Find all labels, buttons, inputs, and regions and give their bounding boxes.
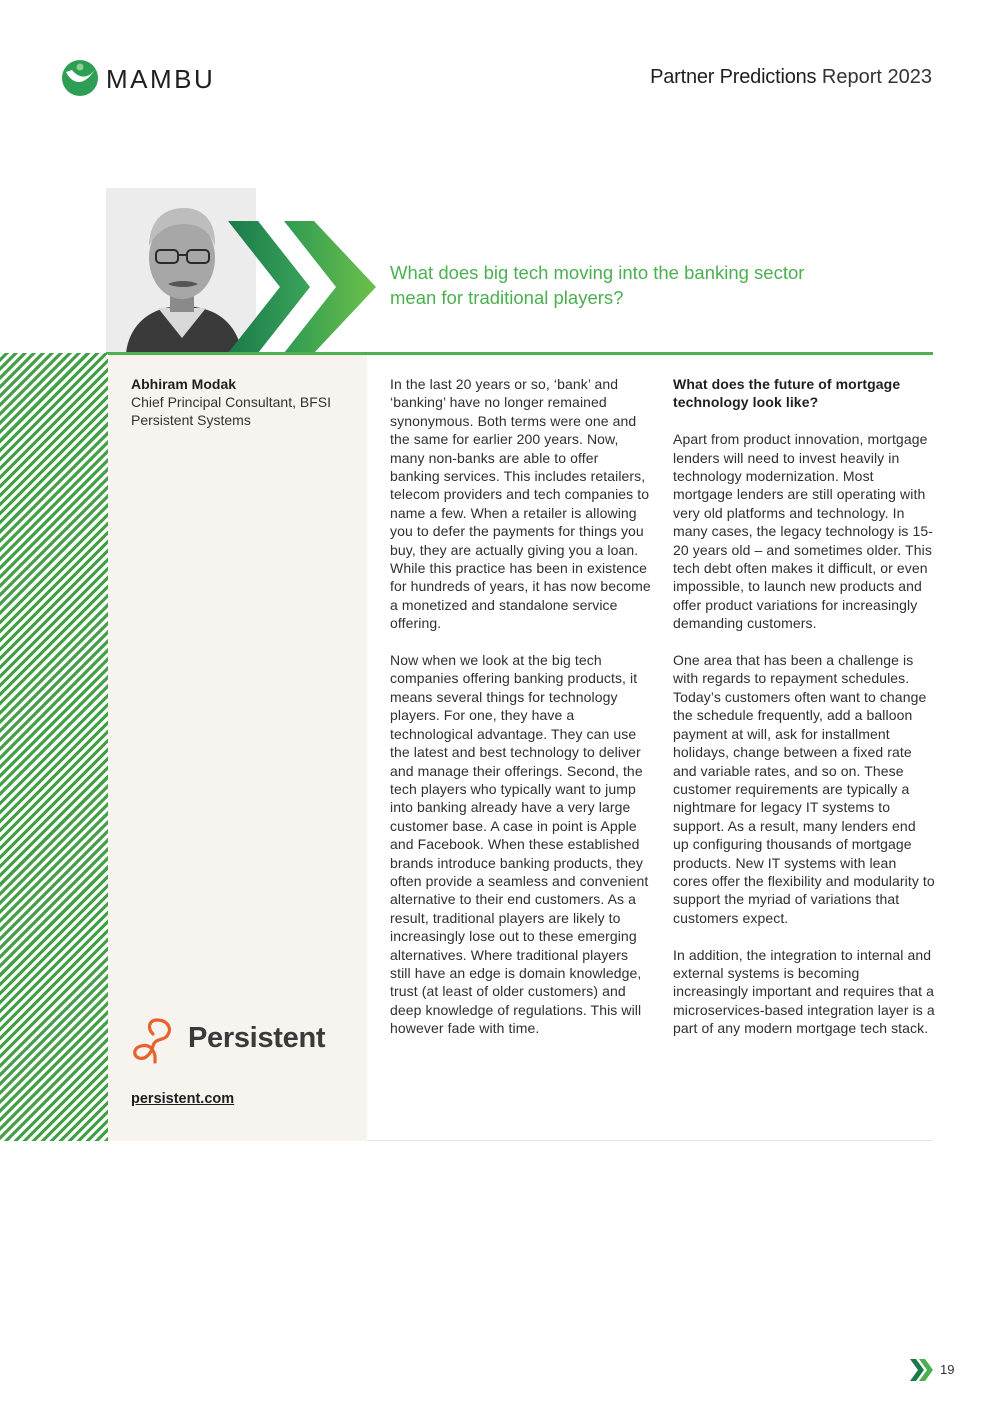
- article-paragraph: In the last 20 years or so, ‘bank’ and ‘banking’ have no longer remained synonymous. Both terms were one and the same for earlier 200 years. Now, many non-banks are able to offer banking services. This includes retailers, telecom providers and tech companies to name a few. When a retailer is allowing you to defer the payments for things you buy, they are actually giving you a loan. While this practice has been in existence for hundreds of years, it has now become a monetized and standalone service offering.: [390, 376, 651, 632]
- page-number: 19: [940, 1362, 955, 1377]
- persistent-wordmark: Persistent: [188, 1022, 326, 1054]
- persistent-logo: [131, 1016, 351, 1064]
- author-name: Abhiram Modak: [131, 376, 237, 392]
- chevron-arrows-icon: [228, 221, 378, 353]
- mambu-logo: [60, 58, 220, 98]
- report-title: [650, 66, 932, 89]
- mambu-logo-icon: [60, 58, 100, 98]
- report-title-rest: Report 2023: [821, 66, 932, 88]
- brand-name: MAMBU: [106, 64, 216, 94]
- article-paragraph: Apart from product innovation, mortgage lenders will need to invest heavily in technology modernization. Most mortgage lenders are still operating with very old platforms and technology. In many cases, the legacy technology is 15-20 years old – and sometimes older. This tech debt often makes it difficult, or even impossible, to launch new products and offer product variations for increasingly demanding customers.: [673, 431, 934, 632]
- decorative-stripes: [0, 353, 108, 1141]
- persistent-logo-icon: [131, 1016, 179, 1064]
- article-column-middle: [390, 375, 652, 1056]
- article-paragraph: One area that has been a challenge is with regards to repayment schedules. Today’s customers often want to change the schedule frequently, add a balloon payment at will, ask for installment holidays, change between a fixed rate and variable rates, and so on. These customer requirements are typically a nightmare for legacy IT systems to support. As a result, many lenders end up configuring thousands of mortgage products. New IT systems with lean cores offer the flexibility and modularity to support the myriad of variations that customers expect.: [673, 652, 935, 926]
- section-heading: What does the future of mortgage technology look like?: [673, 376, 901, 411]
- article-paragraph: In addition, the integration to internal and external systems is becoming increasingly important and requires that a microservices-based integration layer is a part of any modern mortgage tech stack.: [673, 946, 935, 1037]
- article-question: What does big tech moving into the banking sector mean for traditional players?: [390, 262, 805, 308]
- author-role: Chief Principal Consultant, BFSI: [131, 394, 331, 410]
- article-paragraph: Now when we look at the big tech companies offering banking products, it means several things for technology players. For one, they have a technological advantage. They can use the latest and best technology to deliver and manage their offerings. Second, the tech players who typically want to jump into banking already have a very large customer base. A case in point is Apple and Facebook. When these established brands introduce banking products, they often provide a seamless and convenient alternative to their end customers. As a result, traditional players are likely to increasingly lose out to these emerging alternatives. Where traditional players still have an edge is domain knowledge, trust (at least of older customers) and deep knowledge of regulations. This will however fade with time.: [390, 652, 649, 1037]
- page-chevron-icon: [910, 1359, 934, 1381]
- article-column-right: [673, 375, 935, 1056]
- partner-website-link[interactable]: persistent.com: [131, 1091, 235, 1107]
- author-company: Persistent Systems: [131, 412, 251, 428]
- report-title-bold: Partner Predictions: [650, 66, 817, 88]
- bottom-divider: [367, 1140, 933, 1141]
